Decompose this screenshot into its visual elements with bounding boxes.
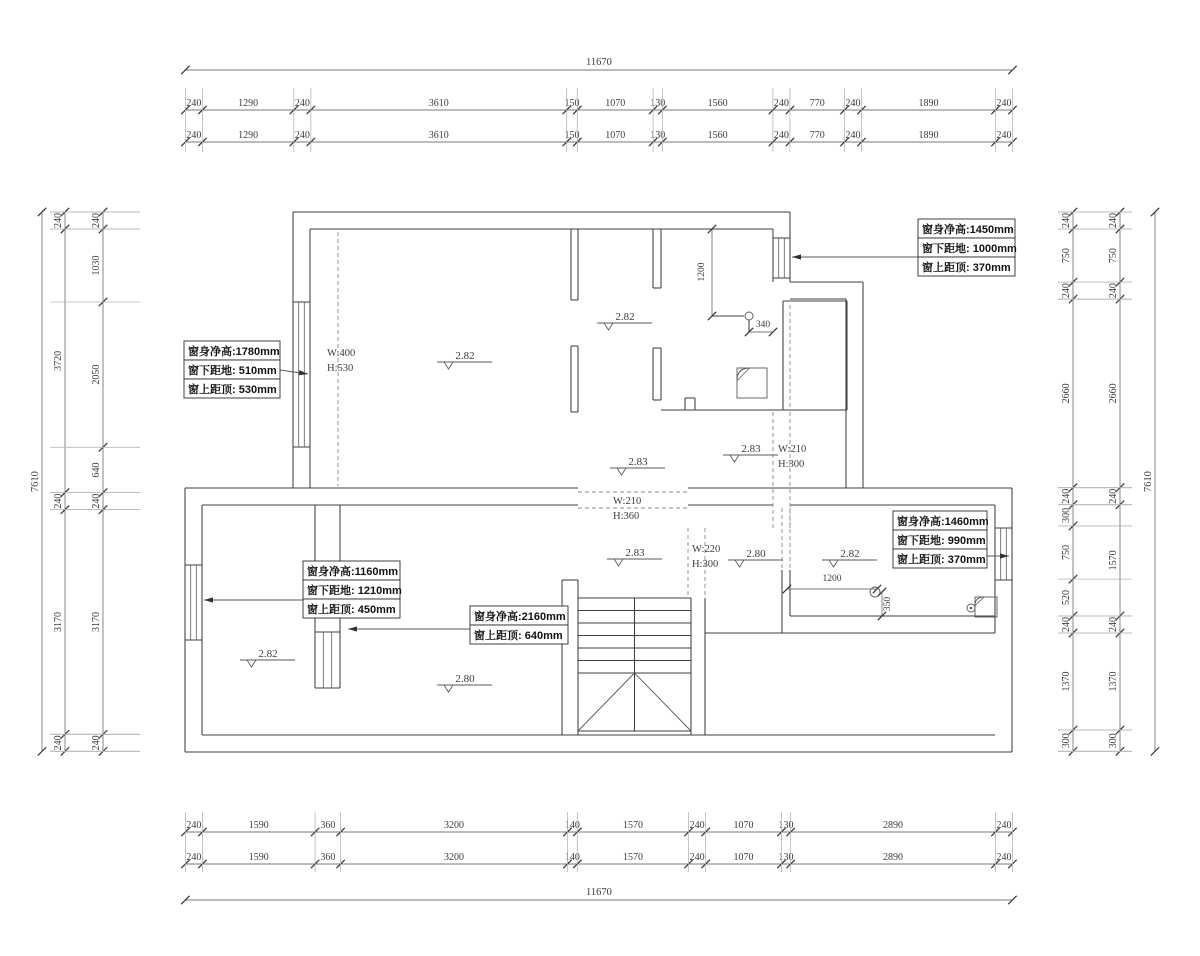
dim-label: 240: [1108, 488, 1119, 504]
dim-label: 1290: [238, 98, 259, 109]
dim-label: 240: [1061, 616, 1072, 632]
dim-label: 770: [809, 98, 825, 109]
shower-tray-fold-line: [975, 597, 984, 605]
dim-label: 520: [1061, 590, 1072, 606]
dim-chain-bottom-2: [181, 852, 1016, 868]
dim-label: 240: [996, 98, 1012, 109]
window-annotation: [184, 341, 308, 398]
fixtures: [737, 312, 997, 617]
dim-label: 240: [294, 98, 310, 109]
window-annotation-text: 窗身净高:1450mm: [922, 224, 1014, 236]
dim-label: 750: [1061, 545, 1072, 561]
level-triangle-icon: [730, 455, 739, 462]
overall-dim-label: 11670: [585, 887, 612, 898]
dim-label: 240: [1108, 616, 1119, 632]
dim-label: 1200: [697, 262, 707, 282]
level-triangle-icon: [829, 560, 838, 567]
level-value: 2.82: [258, 648, 278, 660]
dim-label: 240: [186, 130, 202, 141]
dim-label: 2050: [91, 364, 102, 385]
window-annotation: [893, 511, 1009, 568]
level-value: 2.82: [455, 350, 475, 362]
dim-label: 300: [1061, 733, 1072, 749]
dim-label: 240: [1061, 213, 1072, 229]
level-triangle-icon: [735, 560, 744, 567]
dim-label: 2890: [883, 852, 904, 863]
opening-size-label: [778, 444, 806, 470]
level-marker: [437, 673, 492, 692]
dim-label: 240: [1108, 283, 1119, 299]
extension-lines: [50, 212, 140, 751]
level-triangle-icon: [444, 362, 453, 369]
dim-label: 1370: [1108, 671, 1119, 692]
dim-label: 130: [650, 98, 666, 109]
dim-label: 150: [564, 130, 580, 141]
level-marker: [437, 350, 492, 369]
window-annotation-text: 窗下距地: 990mm: [897, 535, 986, 547]
dim-label: 1890: [918, 130, 939, 141]
leader-arrow: [204, 597, 213, 602]
level-value: 2.83: [741, 443, 761, 455]
window-annotation-text: 窗上距顶: 640mm: [474, 630, 563, 642]
window-glazing: [191, 238, 1007, 688]
dim-label: 240: [186, 98, 202, 109]
dim-chain-top-2: [181, 130, 1016, 146]
dim-label: 140: [564, 820, 580, 831]
dim-label: 1070: [733, 852, 754, 863]
dim-label: 360: [320, 820, 336, 831]
level-marker: [610, 456, 665, 475]
leader-arrow: [792, 254, 801, 259]
dim-chain-bottom-1: [181, 820, 1016, 836]
detail-dimension: [745, 320, 777, 336]
overall-dim-label: 7610: [1143, 471, 1154, 493]
dim-label: 1070: [605, 98, 626, 109]
dim-label: 3610: [428, 98, 449, 109]
dim-label: 240: [186, 820, 202, 831]
dim-label: 1590: [248, 820, 269, 831]
window-annotation-text: 窗身净高:2160mm: [474, 611, 566, 623]
level-marker: [822, 548, 877, 567]
overall-dim-label: 11670: [585, 57, 612, 68]
dim-label: 1890: [918, 98, 939, 109]
dim-label: 1290: [238, 130, 259, 141]
dim-label: 240: [773, 130, 789, 141]
dim-label: 2660: [1108, 383, 1119, 404]
dim-chain-left-outer: [53, 208, 69, 756]
window-annotation-text: 窗上距顶: 450mm: [307, 604, 396, 616]
dim-label: 1070: [605, 130, 626, 141]
dim-label: 240: [91, 493, 102, 509]
stair-diagonal: [635, 673, 692, 731]
opening-size-text: W:210: [778, 444, 807, 455]
dim-label: 240: [1061, 283, 1072, 299]
opening-size-label: [327, 348, 355, 374]
dim-chain-right-inner: [1061, 208, 1077, 756]
dim-label: 1590: [248, 852, 269, 863]
dim-label: 3720: [53, 350, 64, 371]
level-triangle-icon: [614, 559, 623, 566]
dim-label: 770: [809, 130, 825, 141]
dim-label: 1370: [1061, 671, 1072, 692]
level-marker: [240, 648, 295, 667]
dim-label: 240: [1061, 488, 1072, 504]
dim-label: 240: [996, 820, 1012, 831]
dim-label: 240: [91, 735, 102, 751]
dim-label: 640: [91, 462, 102, 478]
dim-label: 300: [1061, 507, 1072, 523]
dim-label: 240: [91, 213, 102, 229]
window-annotation-text: 窗上距顶: 530mm: [188, 384, 277, 396]
window-annotation-text: 窗身净高:1460mm: [897, 516, 989, 528]
dim-label: 2890: [883, 820, 904, 831]
dim-label: 1200: [822, 574, 842, 584]
level-marker: [723, 443, 778, 462]
dim-label: 240: [689, 852, 705, 863]
dim-chain-top-1: [181, 98, 1016, 114]
dim-label: 3200: [443, 852, 464, 863]
level-triangle-icon: [247, 660, 256, 667]
dim-label: 240: [689, 820, 705, 831]
dim-label: 1570: [622, 852, 643, 863]
opening-size-text: W:400: [327, 348, 356, 359]
dim-label: 750: [1061, 248, 1072, 264]
dim-label: 300: [1108, 733, 1119, 749]
dim-label: 1570: [622, 820, 643, 831]
level-triangle-icon: [444, 685, 453, 692]
opening-size-text: H:300: [692, 559, 719, 570]
dim-chain-left-inner: [91, 208, 107, 756]
level-marker: [607, 547, 662, 566]
opening-size-text: H:360: [613, 511, 640, 522]
window-annotation-text: 窗下距地: 1000mm: [922, 243, 1017, 255]
level-value: 2.82: [615, 311, 635, 323]
dim-label: 240: [845, 98, 861, 109]
level-marker: [597, 311, 652, 330]
opening-size-text: H:300: [778, 459, 805, 470]
extension-lines: [50, 212, 140, 751]
window-annotation-text: 窗上距顶: 370mm: [897, 554, 986, 566]
dim-label: 1560: [707, 98, 728, 109]
level-value: 2.83: [625, 547, 645, 559]
opening-size-text: W:220: [692, 544, 721, 555]
leader-arrow: [1000, 553, 1009, 558]
shower-tray-symbol: [737, 368, 767, 398]
dim-label: 240: [773, 98, 789, 109]
detail-dimension: [783, 574, 881, 593]
stair-diagonal: [578, 673, 635, 731]
level-triangle-icon: [617, 468, 626, 475]
dim-label: 240: [294, 130, 310, 141]
dim-label: 150: [564, 98, 580, 109]
leader-arrow: [299, 370, 308, 375]
level-value: 2.82: [840, 548, 860, 560]
dim-label: 1570: [1108, 550, 1119, 571]
dim-overall-top: [181, 57, 1016, 74]
opening-size-label: [613, 496, 641, 522]
overall-dim-label: 7610: [30, 471, 41, 493]
drain-dot: [970, 607, 973, 610]
shower-tray-symbol: [975, 597, 997, 617]
dim-label: 240: [845, 130, 861, 141]
dim-label: 350: [883, 596, 893, 612]
opening-size-text: W:210: [613, 496, 642, 507]
drain-circle: [745, 312, 753, 320]
dim-label: 240: [186, 852, 202, 863]
window-annotation: [204, 561, 402, 618]
dim-label: 2660: [1061, 383, 1072, 404]
window-annotation-text: 窗身净高:1160mm: [307, 566, 399, 578]
walls: [185, 212, 1012, 752]
dim-label: 240: [53, 735, 64, 751]
window-annotation-text: 窗身净高:1780mm: [188, 346, 280, 358]
opening-size-text: H:530: [327, 363, 354, 374]
dim-label: 130: [650, 130, 666, 141]
dim-label: 130: [778, 852, 794, 863]
level-value: 2.83: [628, 456, 648, 468]
leader-arrow: [348, 626, 357, 631]
dim-label: 3610: [428, 130, 449, 141]
dim-overall-right: [1143, 208, 1159, 756]
dim-chain-right-outer: [1108, 208, 1124, 756]
window-annotation-text: 窗下距地: 510mm: [188, 365, 277, 377]
level-marker: [728, 548, 783, 567]
dim-label: 3170: [91, 611, 102, 632]
dim-label: 1560: [707, 130, 728, 141]
dim-label: 750: [1108, 248, 1119, 264]
window-annotation-text: 窗上距顶: 370mm: [922, 262, 1011, 274]
dim-label: 240: [1108, 213, 1119, 229]
dim-overall-left: [30, 208, 46, 756]
dim-label: 240: [996, 852, 1012, 863]
dim-label: 240: [996, 130, 1012, 141]
level-value: 2.80: [455, 673, 475, 685]
dim-overall-bottom: [181, 887, 1016, 904]
dim-label: 340: [755, 320, 771, 330]
level-value: 2.80: [746, 548, 766, 560]
dim-label: 1070: [733, 820, 754, 831]
level-triangle-icon: [604, 323, 613, 330]
dim-label: 130: [778, 820, 794, 831]
opening-size-label: [692, 544, 720, 570]
dim-label: 240: [53, 213, 64, 229]
dim-label: 240: [53, 493, 64, 509]
dim-label: 140: [564, 852, 580, 863]
dim-label: 3170: [53, 611, 64, 632]
dim-label: 1030: [91, 255, 102, 276]
window-annotation-text: 窗下距地: 1210mm: [307, 585, 402, 597]
dim-label: 3200: [443, 820, 464, 831]
window-annotation: [792, 219, 1017, 276]
dim-label: 360: [320, 852, 336, 863]
shower-tray-fold-line: [737, 368, 750, 381]
detail-dimension: [697, 225, 716, 320]
dashed-openings: [338, 232, 790, 598]
